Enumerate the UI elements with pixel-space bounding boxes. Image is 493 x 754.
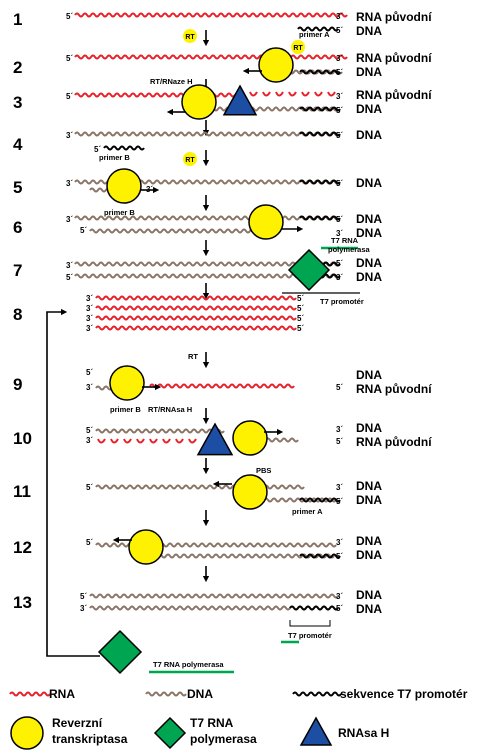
label-dna: DNA [356, 548, 382, 562]
t7-promoter-bracket [290, 620, 330, 626]
annotation-pbs: PBS [256, 466, 272, 475]
annotation-primer-b: primer B [104, 208, 135, 217]
reverse-transcriptase [129, 530, 163, 564]
end-5: 5´ [336, 383, 344, 392]
legend-rt-label-1: Reverzní [52, 716, 103, 730]
label-dna: DNA [356, 226, 382, 240]
rna-copy [96, 317, 296, 320]
end-3: 3´ [336, 92, 344, 101]
reverse-transcriptase [233, 421, 267, 455]
end-5: 5´ [86, 538, 94, 547]
legend-dna-mark [146, 693, 186, 696]
annotation-rt: RT [188, 352, 198, 361]
end-5: 5´ [336, 106, 344, 115]
end-5: 5´ [336, 131, 344, 140]
end-5: 5´ [336, 259, 344, 268]
step-number-9: 9 [13, 375, 23, 394]
label-dna: DNA [356, 421, 382, 435]
degraded-rna [163, 439, 170, 443]
label-dna: DNA [356, 493, 382, 507]
step-number-7: 7 [13, 261, 23, 280]
degraded-rna [98, 439, 105, 443]
label-dna: DNA [356, 534, 382, 548]
dna-strand [90, 230, 258, 233]
t7-sequence [290, 607, 338, 610]
legend-t7-mark [293, 693, 341, 696]
degraded-rna [189, 439, 196, 443]
step-number-12: 12 [13, 538, 32, 557]
end-3: 3´ [336, 12, 344, 21]
degraded-rna [315, 92, 322, 96]
end-3: 3´ [86, 436, 94, 445]
primer-b [104, 147, 144, 150]
degraded-rna [124, 439, 131, 443]
legend-t7pol-label-2: polymerasa [190, 732, 257, 746]
t7-rna-polymerase [289, 250, 329, 290]
end-5: 5´ [336, 179, 344, 188]
end-5: 5´ [86, 426, 94, 435]
label-dna: DNA [356, 128, 382, 142]
label-rna: RNA původní [356, 382, 432, 396]
rna-copy [96, 327, 296, 330]
annotation-t7-promoter: T7 promotér [288, 631, 332, 640]
reverse-transcriptase [249, 205, 283, 239]
annotation-t7-rna-polymerasa: T7 RNA polymerasa [153, 660, 224, 669]
end-3: 3´ [86, 304, 94, 313]
label-rna: RNA původní [356, 435, 432, 449]
degraded-rna [276, 92, 283, 96]
reverse-transcriptase [233, 475, 267, 509]
end-5: 5´ [336, 497, 344, 506]
step-number-4: 4 [13, 135, 23, 154]
end-3: 3´ [66, 131, 74, 140]
legend-rnaseh-mark [301, 718, 331, 745]
label-dna: DNA [356, 270, 382, 284]
end-3: 3´ [66, 179, 74, 188]
end-3: 3´ [146, 185, 154, 194]
legend-dna-label: DNA [187, 687, 213, 701]
end-5: 5´ [66, 273, 74, 282]
end-5: 5´ [86, 483, 94, 492]
annotation-t7-rna: T7 RNA [331, 236, 359, 245]
step-number-1: 1 [13, 10, 23, 29]
end-5: 5´ [336, 215, 344, 224]
rt-badge-label: RT [185, 157, 195, 164]
label-dna: DNA [356, 602, 382, 616]
reverse-transcriptase [107, 169, 141, 203]
end-5: 5´ [336, 68, 344, 77]
step-number-6: 6 [13, 218, 23, 237]
dna-strand [96, 430, 224, 433]
annotation-t7-promoter: T7 promotér [320, 297, 364, 306]
end-5: 5´ [336, 26, 344, 35]
end-5: 5´ [297, 294, 305, 303]
label-dna: DNA [356, 24, 382, 38]
rt-badge-label: RT [293, 45, 303, 52]
dna-strand [75, 133, 339, 136]
end-5: 5´ [297, 324, 305, 333]
annotation-primer-a: primer A [292, 507, 323, 516]
label-dna: DNA [356, 479, 382, 493]
label-rna: RNA původní [356, 51, 432, 65]
end-3: 3´ [86, 314, 94, 323]
end-5: 5´ [336, 552, 344, 561]
rna-copy [96, 307, 296, 310]
legend-rnaseh-label: RNAsa H [338, 726, 390, 740]
legend-t7-sequence-label: sekvence T7 promotér [340, 687, 468, 701]
reverse-transcriptase [182, 85, 216, 119]
label-dna: DNA [356, 256, 382, 270]
reverse-transcriptase [110, 366, 144, 400]
t7-rna-polymerase [99, 631, 141, 673]
end-3: 3´ [86, 383, 94, 392]
rna-copy [96, 297, 296, 300]
step-number-10: 10 [13, 429, 32, 448]
end-3: 3´ [86, 294, 94, 303]
annotation-rt-rnasa-h: RT/RNAsa H [148, 405, 193, 414]
label-dna: DNA [356, 176, 382, 190]
legend-rna-label: RNA [49, 687, 75, 701]
annotation-primer-b: primer B [99, 153, 130, 162]
legend-t7pol-label-1: T7 RNA [190, 716, 234, 730]
degraded-rna [328, 92, 335, 96]
step-number-5: 5 [13, 178, 23, 197]
degraded-rna [150, 439, 157, 443]
rna-strand [75, 14, 347, 17]
end-3: 3´ [86, 324, 94, 333]
rna-strand [75, 56, 347, 59]
rna-strand [75, 94, 243, 97]
end-3: 3´ [336, 538, 344, 547]
end-5: 5´ [297, 314, 305, 323]
degraded-rna [176, 439, 183, 443]
end-3: 3´ [336, 54, 344, 63]
dna-strand [90, 595, 338, 598]
annotation-polymerasa: polymerasa [328, 245, 370, 254]
legend-rna-mark [10, 693, 50, 696]
rnase-h [224, 86, 256, 115]
annotation-primer-a: primer A [299, 30, 330, 39]
end-3: 3´ [80, 604, 88, 613]
label-dna: DNA [356, 212, 382, 226]
end-5: 5´ [94, 145, 102, 154]
end-3: 3´ [336, 273, 344, 282]
step-number-2: 2 [13, 58, 23, 77]
end-5: 5´ [80, 226, 88, 235]
label-dna: DNA [356, 65, 382, 79]
end-5: 5´ [66, 12, 74, 21]
end-5: 5´ [297, 304, 305, 313]
legend [49, 687, 468, 746]
degraded-rna [302, 92, 309, 96]
end-3: 3´ [336, 229, 344, 238]
end-5: 5´ [80, 592, 88, 601]
end-5: 5´ [336, 437, 344, 446]
label-dna: DNA [356, 102, 382, 116]
reverse-transcriptase [259, 48, 293, 82]
label-dna: DNA [356, 368, 382, 382]
dna-strand [96, 486, 304, 489]
annotations [99, 30, 371, 669]
legend-rt-label-2: transkriptasa [52, 732, 128, 746]
end-3: 3´ [336, 425, 344, 434]
label-rna: RNA původní [356, 10, 432, 24]
step-number-8: 8 [13, 305, 23, 324]
degraded-rna [250, 92, 257, 96]
label-dna: DNA [356, 588, 382, 602]
end-3: 3´ [66, 215, 74, 224]
end-5: 5´ [86, 368, 94, 377]
label-rna: RNA původní [356, 88, 432, 102]
rt-badge-label: RT [185, 34, 195, 41]
end-3: 3´ [66, 261, 74, 270]
degraded-rna [263, 92, 270, 96]
end-3: 3´ [336, 592, 344, 601]
end-5: 5´ [66, 92, 74, 101]
rnase-h [198, 424, 232, 455]
legend-rt-mark [11, 717, 43, 749]
end-5: 5´ [66, 54, 74, 63]
end-5: 5´ [336, 604, 344, 613]
strand-labels [356, 10, 432, 616]
legend-t7pol-mark [155, 718, 185, 748]
degraded-rna [137, 439, 144, 443]
degraded-rna [289, 92, 296, 96]
degraded-rna [111, 439, 118, 443]
rna-strand [150, 385, 294, 388]
step-number-3: 3 [13, 93, 23, 112]
step-number-11: 11 [13, 482, 31, 501]
annotation-primer-b: primer B [110, 405, 141, 414]
annotation-rt-rnaze-h: RT/RNaze H [150, 77, 193, 86]
step-number-13: 13 [13, 593, 32, 612]
end-3: 3´ [336, 483, 344, 492]
